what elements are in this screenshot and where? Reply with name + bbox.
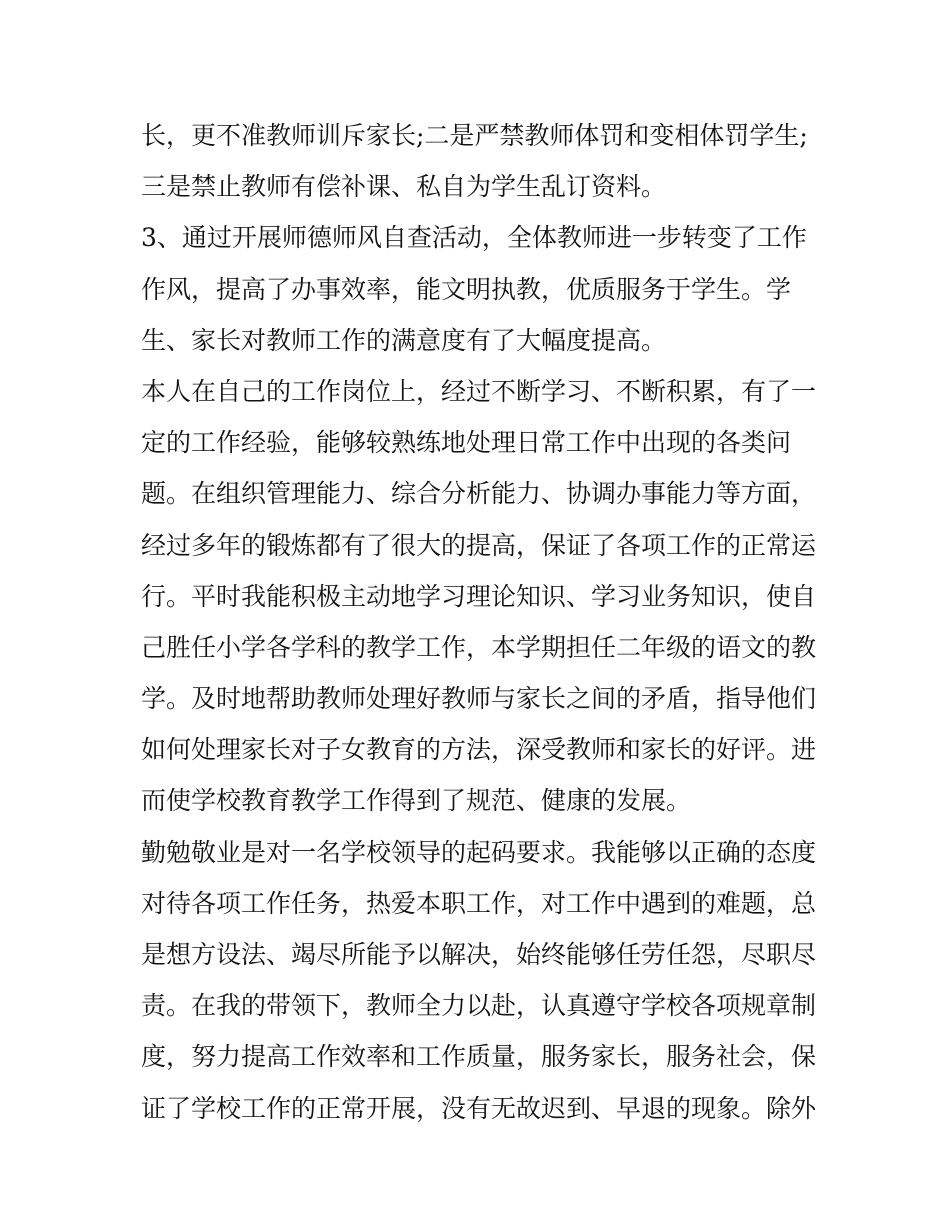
body-text (141, 110, 821, 1134)
text-line: 责。在我的带领下，教师全力以赴，认真遵守学校各项规章制 (141, 991, 817, 1021)
text-line: 定的工作经验，能够较熟练地处理日常工作中出现的各类问 (141, 428, 792, 458)
text-line: 是想方设法、竭尽所能予以解决，始终能够任劳任怨，尽职尽 (141, 940, 817, 969)
text-line: 三是禁止教师有偿补课、私自为学生乱订资料。 (141, 172, 667, 202)
text-line: 生、家长对教师工作的满意度有了大幅度提高。 (141, 325, 667, 355)
text-line: 而使学校教育教学工作得到了规范、健康的发展。 (141, 786, 692, 816)
text-line: 经过多年的锻炼都有了很大的提高，保证了各项工作的正常运 (141, 530, 817, 560)
text-line: 学。及时地帮助教师处理好教师与家长之间的矛盾，指导他们 (141, 684, 817, 714)
text-line: 己胜任小学各学科的教学工作，本学期担任二年级的语文的教 (141, 632, 817, 662)
text-line: 题。在组织管理能力、综合分析能力、协调办事能力等方面， (141, 479, 817, 509)
text-line: 如何处理家长对子女教育的方法，深受教师和家长的好评。进 (141, 735, 817, 765)
text-line: 度，努力提高工作效率和工作质量，服务家长，服务社会，保 (141, 1042, 817, 1072)
text-line: 长，更不准教师训斥家长;二是严禁教师体罚和变相体罚学生; (141, 121, 808, 150)
text-line: 对待各项工作任务，热爱本职工作，对工作中遇到的难题，总 (141, 888, 817, 918)
text-line: 3、通过开展师德师风自查活动，全体教师进一步转变了工作 (141, 223, 807, 253)
text-line: 勤勉敬业是对一名学校领导的起码要求。我能够以正确的态度 (141, 837, 817, 867)
text-line: 作风，提高了办事效率，能文明执教，优质服务于学生。学 (141, 274, 792, 304)
text-line: 行。平时我能积极主动地学习理论知识、学习业务知识，使自 (141, 581, 817, 611)
text-line: 证了学校工作的正常开展，没有无故迟到、早退的现象。除外 (141, 1093, 817, 1123)
text-line: 本人在自己的工作岗位上，经过不断学习、不断积累，有了一 (141, 376, 817, 406)
